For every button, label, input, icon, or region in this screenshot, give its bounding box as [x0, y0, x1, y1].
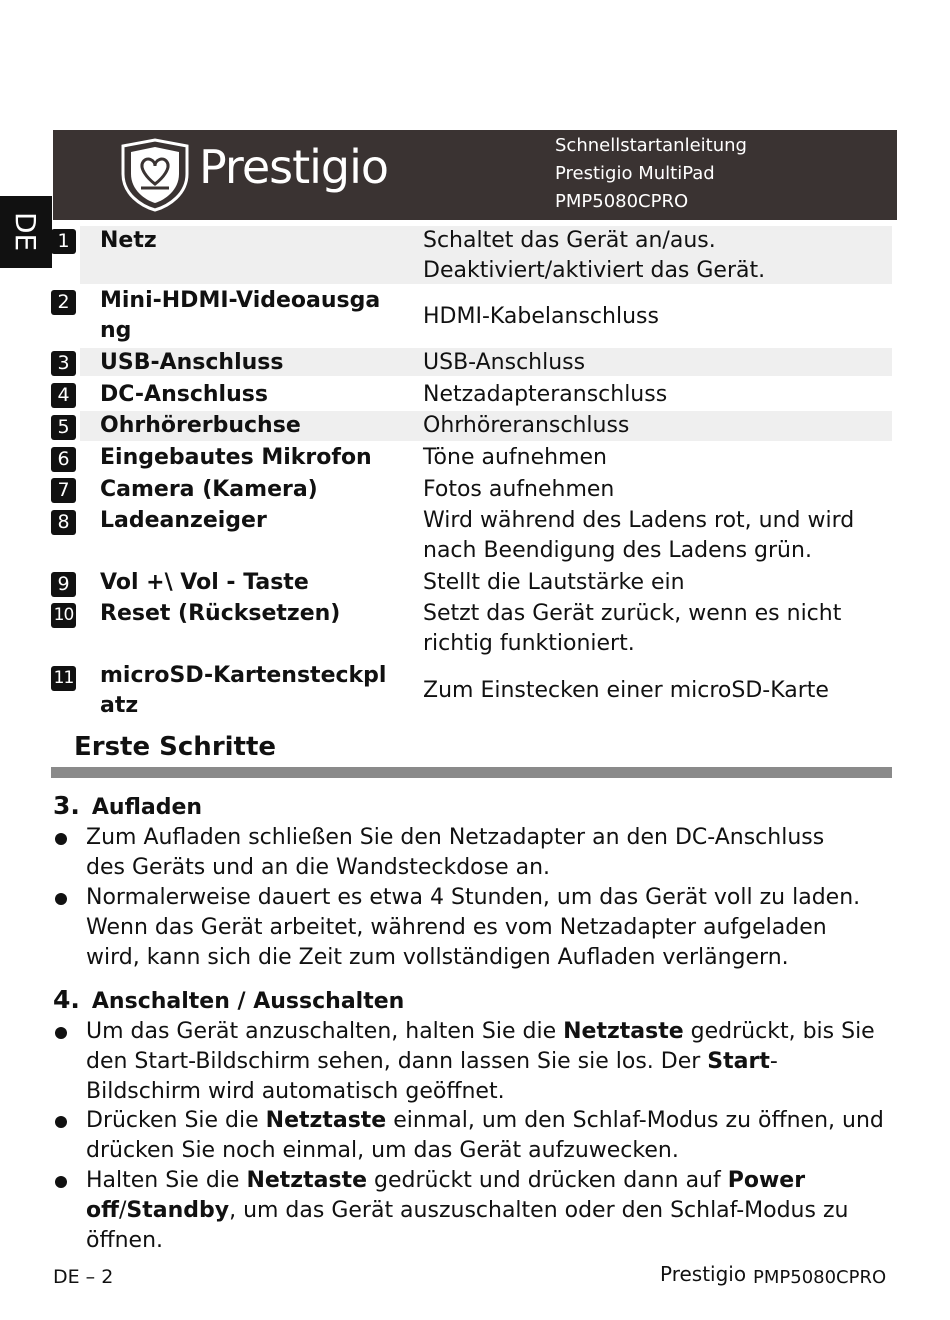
item-desc: Stellt die Lautstärke ein [423, 570, 685, 595]
bullet-icon [55, 1176, 67, 1188]
item-label: Ohrhörerbuchse [100, 413, 301, 438]
item-number: 11 [51, 666, 76, 691]
divider [51, 767, 892, 778]
item-number: 7 [51, 478, 76, 503]
item-label: Eingebautes Mikrofon [100, 445, 372, 470]
section-3-title: 3. Aufladen [53, 791, 203, 820]
item-desc: Ohrhöreranschluss [423, 413, 630, 438]
item-number: 2 [51, 290, 76, 315]
item-label: Mini-HDMI-Videoausga ng [100, 288, 381, 343]
bullet-icon [55, 1027, 67, 1039]
item-desc: Setzt das Gerät zurück, wenn es nicht richtig funktioniert. [423, 601, 842, 656]
item-number: 6 [51, 447, 76, 472]
header-info [555, 130, 747, 216]
item-label: DC-Anschluss [100, 382, 268, 407]
bullet-icon [55, 893, 67, 905]
bullet-icon [55, 833, 67, 845]
item-label: Vol +\ Vol - Taste [100, 570, 309, 595]
item-desc: Schaltet das Gerät an/aus. Deaktiviert/aktiviert das Gerät. [423, 228, 766, 283]
page-number: DE – 2 [53, 1266, 114, 1288]
section-4-title: 4. Anschalten / Ausschalten [53, 985, 405, 1014]
footer-logo: Prestigio [660, 1262, 747, 1286]
footer-model: PMP5080CPRO [753, 1267, 887, 1288]
item-desc: Netzadapteranschluss [423, 382, 668, 407]
bullet-icon [55, 1116, 67, 1128]
item-desc: USB-Anschluss [423, 350, 586, 375]
logo-wordmark: Prestigio [199, 140, 389, 194]
item-label: Camera (Kamera) [100, 477, 318, 502]
item-label: Reset (Rücksetzen) [100, 601, 341, 626]
header-model: PMP5080CPRO [555, 191, 689, 212]
item-number: 10 [51, 603, 76, 628]
item-label: Ladeanzeiger [100, 508, 267, 533]
item-desc: Töne aufnehmen [423, 445, 607, 470]
item-number: 5 [51, 415, 76, 440]
item-number: 8 [51, 510, 76, 535]
item-desc: Wird während des Ladens rot, und wird nach Beendigung des Ladens grün. [423, 508, 855, 563]
item-label: Netz [100, 228, 157, 253]
item-number: 9 [51, 572, 76, 597]
item-number: 3 [51, 351, 76, 376]
header-doc-type: Schnellstartanleitung [555, 135, 747, 156]
item-number: 4 [51, 383, 76, 408]
item-desc: Fotos aufnehmen [423, 477, 615, 502]
section-heading: Erste Schritte [74, 732, 277, 762]
item-desc: Zum Einstecken einer microSD-Karte [423, 678, 829, 703]
header-product: Prestigio MultiPad [555, 163, 715, 184]
header-bar [53, 130, 897, 220]
item-number: 1 [51, 229, 76, 254]
item-label: microSD-Kartensteckpl atz [100, 663, 387, 718]
language-tab: DE [0, 196, 52, 268]
item-desc: HDMI-Kabelanschluss [423, 304, 659, 329]
item-label: USB-Anschluss [100, 350, 284, 375]
